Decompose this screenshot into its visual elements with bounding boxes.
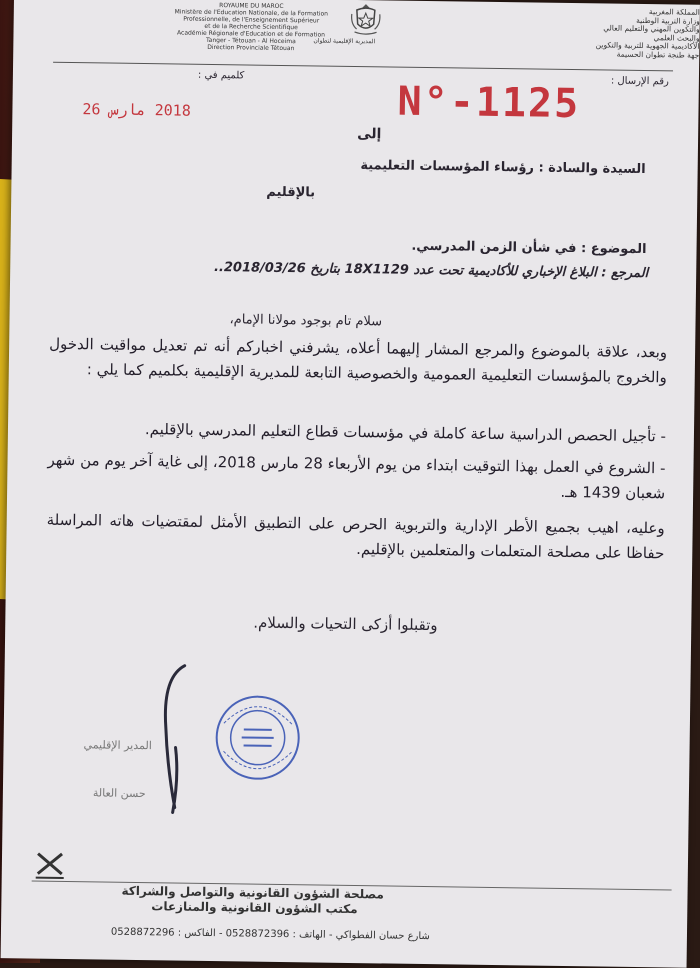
header-french-line: Direction Provinciale Tétouan — [207, 43, 295, 53]
header-divider — [53, 62, 673, 72]
header-french-line: ROYAUME DU MAROC — [219, 2, 284, 10]
letter-page — [1, 0, 700, 968]
header-french-line: Académie Régionale d'Education et de Formation — [176, 29, 326, 39]
header-arabic-line: وزارة التربية الوطنية — [636, 15, 700, 26]
header-arabic-line: والتكوين المهني والتعليم العالي — [603, 23, 700, 34]
list-item-1: - تأجيل الحصص الدراسية ساعة كاملة في مؤسسات قطاع التعليم المدرسي بالإقليم. — [144, 420, 667, 446]
header-arabic-line: والبحث العلمي — [653, 32, 700, 43]
header-french-line: Ministère de l'Education Nationale, de la Formation — [174, 8, 329, 18]
body-paragraph-1: وبعد، علاقة بالموضوع والمرجع المشار إليهما أعلاه، يشرفني اخباركم أنه تم تعديل مواقيت الدخول والخروج بالمؤسسات التعليمية العمومية والخصوصية التابعة للمديرية الإقليمية بكلميم كما يلي : — [49, 334, 668, 387]
emblem-caption: المديرية الإقليمية لتطوان — [313, 37, 376, 46]
moroccan-emblem-icon — [348, 2, 382, 36]
header-arabic-line: الأكاديمية الجهوية للتربية والتكوين — [595, 40, 700, 51]
header-french-line: Professionnelle, de l'Enseignement Supérieur — [183, 15, 320, 25]
header-arabic-line: جهة طنجة تطوان الحسيمة — [616, 49, 700, 60]
reference-number-label: رقم الإرسال : — [610, 75, 669, 88]
greeting: سلام تام بوجود مولانا الإمام، — [229, 312, 383, 330]
header-arabic-line: المملكة المغربية — [648, 7, 700, 17]
header-arabic-block — [589, 7, 700, 60]
footer-office-line: مكتب الشؤون القانونية والمنازعات — [151, 899, 358, 917]
subject-line: الموضوع : في شأن الزمن المدرسي. — [411, 238, 647, 258]
registration-stamp-number: N°-1125 — [397, 78, 581, 128]
city-date-label: كلميم في : — [197, 69, 245, 82]
footer-contact-line: شارع حسان الفطواكي - الهاتف : 0528872396 - الفاكس : 0528872296 — [110, 926, 430, 943]
recipient-line-2: بالإقليم — [266, 184, 316, 201]
signature-icon — [153, 657, 195, 818]
header-french-line: et de la Recherche Scientifique — [204, 22, 298, 32]
handwritten-date: 2018 مارس 26 — [82, 100, 191, 120]
recipient-line: السيدة والسادة : رؤساء المؤسسات التعليمية — [360, 158, 646, 178]
closing-line: وتقبلوا أزكى التحيات والسلام. — [253, 613, 438, 635]
list-item-2: - الشروع في العمل بهذا التوقيت ابتداء من يوم الأربعاء 28 مارس 2018، إلى غاية آخر يوم من شهر شعبان 1439 هـ. — [47, 450, 666, 503]
signatory-title: المدير الإقليمي — [83, 738, 152, 753]
header-french-block — [163, 1, 339, 52]
to-label: إلى — [357, 126, 382, 143]
body-paragraph-2: وعليه، اهيب بجميع الأطر الإدارية والتربوية الحرص على التطبيق الأمثل لمقتضيات هاته المراسلة حفاظا على مصلحة المتعلمات والمتعلمين بالإقليم. — [46, 510, 665, 563]
signatory-name: حسن العالة — [92, 786, 146, 801]
header-french-line: Tanger - Tétouan - Al Hoceima — [205, 36, 296, 46]
official-seal-icon — [213, 693, 302, 782]
footer-service-line: مصلحة الشؤون القانونية والتواصل والشراكة — [121, 883, 384, 902]
ministry-logo-icon — [34, 848, 66, 880]
reference-line: المرجع : البلاغ الإخباري للأكاديمية تحت عدد 18X1129 بتاريخ 2018/03/26.. — [213, 260, 649, 282]
